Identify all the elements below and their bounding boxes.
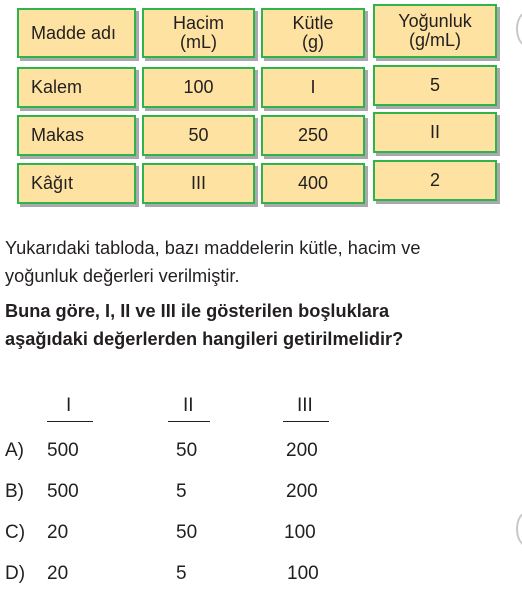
table-cell <box>17 67 136 108</box>
option-value-ii: 5 <box>176 563 187 584</box>
table-cell-text: 100 <box>183 77 214 97</box>
header-unit: (g) <box>302 32 324 52</box>
question-prompt <box>5 297 520 353</box>
header-label: Hacim <box>172 13 224 33</box>
option-value-iii: 100 <box>287 563 319 584</box>
option-value-i: 20 <box>47 522 69 543</box>
option-value-ii: 5 <box>176 481 187 502</box>
header-label: Kütle <box>292 13 334 33</box>
page-edge-decoration <box>516 512 522 546</box>
header-label: Yoğunluk <box>398 11 472 31</box>
option-value-ii: 50 <box>176 522 198 543</box>
table-cell-text: Kalem <box>31 77 83 97</box>
table-cell <box>261 115 365 156</box>
question-intro-line2: yoğunluk değerleri verilmiştir. <box>5 266 240 286</box>
table-cell <box>373 160 497 201</box>
question-intro-line1: Yukarıdaki tabloda, bazı maddelerin kütle, hacim ve <box>5 238 421 258</box>
header-cell-kutle <box>261 8 365 58</box>
table-cell <box>261 163 365 204</box>
header-unit: (g/mL) <box>408 30 461 50</box>
table-cell <box>142 115 255 156</box>
table-cell <box>17 115 136 156</box>
table-cell-text: 5 <box>429 75 440 95</box>
table-cell-text: II <box>429 122 440 142</box>
table-cell <box>142 67 255 108</box>
table-cell-text: 250 <box>297 125 329 145</box>
header-cell-hacim <box>142 8 255 58</box>
table-cell <box>373 65 497 106</box>
option-value-iii: 200 <box>286 440 318 461</box>
table-cell <box>261 67 365 108</box>
question-prompt-line2: aşağıdaki değerlerden hangileri getirilmelidir? <box>5 329 404 349</box>
column-underline <box>47 421 93 422</box>
table-cell <box>17 163 136 204</box>
option-value-i: 500 <box>47 481 79 502</box>
option-label: A) <box>5 440 24 461</box>
option-label: B) <box>5 481 24 502</box>
option-value-iii: 100 <box>284 522 316 543</box>
table-cell-text: Makas <box>31 125 85 145</box>
column-underline <box>283 421 329 422</box>
header-cell-madde-adi <box>17 8 136 58</box>
question-intro <box>5 234 520 290</box>
option-value-i: 20 <box>47 563 69 584</box>
header-cell-yogunluk <box>373 4 497 58</box>
answer-column-header: III <box>297 395 313 416</box>
question-prompt-line1: Buna göre, I, II ve III ile gösterilen boşluklara <box>5 301 390 321</box>
table-cell-text: III <box>190 173 206 193</box>
table-cell-text: I <box>310 77 316 97</box>
header-label: Madde adı <box>31 22 117 43</box>
page-edge-decoration <box>516 12 522 46</box>
option-label: C) <box>5 522 26 543</box>
answer-column-header: I <box>66 395 72 416</box>
answer-column-header: II <box>183 395 194 416</box>
table-cell-text: Kâğıt <box>31 173 74 193</box>
table-cell <box>142 163 255 204</box>
column-underline <box>168 421 210 422</box>
option-value-i: 500 <box>47 440 79 461</box>
option-value-ii: 50 <box>176 440 198 461</box>
table-cell-text: 400 <box>297 173 329 193</box>
table-cell-text: 2 <box>429 170 440 190</box>
table-cell-text: 50 <box>188 125 209 145</box>
option-value-iii: 200 <box>286 481 318 502</box>
header-unit: (mL) <box>179 32 217 52</box>
table-cell <box>373 112 497 153</box>
option-label: D) <box>5 563 26 584</box>
